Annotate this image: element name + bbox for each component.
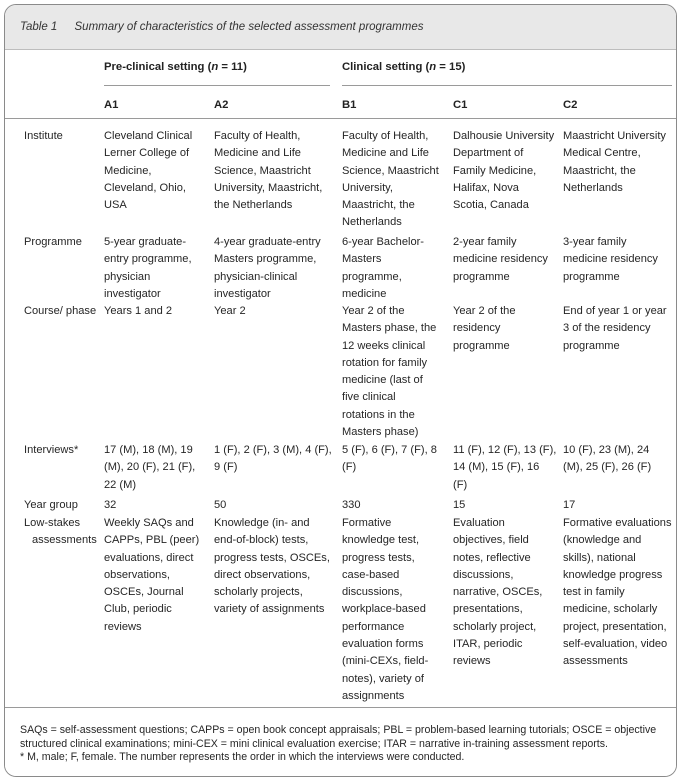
- table-frame: [4, 4, 677, 777]
- footnote-interview-codes: * M, male; F, female. The number represents the order in which the interviews were conducted.: [20, 751, 465, 763]
- cell-b1: 5 (F), 6 (F), 7 (F), 8 (F): [342, 444, 437, 474]
- row-label: Programme: [24, 236, 82, 248]
- column-header-c1: C1: [453, 99, 468, 111]
- group-underline-clinical: [342, 85, 672, 86]
- cell-a1: 5-year graduate- entry programme, physician investigator: [104, 236, 192, 300]
- caption-text: Summary of characteristics of the selected assessment programmes: [74, 21, 424, 33]
- column-header-b1: B1: [342, 99, 357, 111]
- cell-c2: 10 (F), 23 (M), 24 (M), 25 (F), 26 (F): [563, 444, 652, 474]
- header-rule: [5, 118, 676, 119]
- cell-a2: 1 (F), 2 (F), 3 (M), 4 (F), 9 (F): [214, 444, 332, 474]
- cell-a2: Knowledge (in- and end-of-block) tests, progress tests, OSCEs, direct observations, scholarly projects, variety of assignments: [214, 517, 330, 616]
- cell-b1: Faculty of Health, Medicine and Life Science, Maastricht University, Maastricht, the Netherlands: [342, 130, 439, 229]
- row-label: Institute: [24, 130, 63, 142]
- cell-c1: 11 (F), 12 (F), 13 (F), 14 (M), 15 (F), 16 (F): [453, 444, 557, 491]
- cell-a2: Faculty of Health, Medicine and Life Science, Maastricht University, Maastricht, the Netherlands: [214, 130, 323, 212]
- cell-c1: 2-year family medicine residency programme: [453, 236, 548, 283]
- caption-label: Table 1: [20, 21, 58, 33]
- cell-a1: Years 1 and 2: [104, 305, 173, 317]
- cell-c2: Formative evaluations (knowledge and skills), national knowledge progress test in family medicine, scholarly project, presentation, self-evaluation, video assessments: [563, 517, 672, 668]
- cell-a1: Cleveland Clinical Lerner College of Medicine, Cleveland, Ohio, USA: [104, 130, 193, 212]
- cell-a2: 4-year graduate-entry Masters programme, physician-clinical investigator: [214, 236, 321, 300]
- cell-c1: Evaluation objectives, field notes, reflective discussions, narrative, OSCEs, presentations, scholarly project, ITAR, periodic reviews: [453, 517, 543, 668]
- cell-c2: 3-year family medicine residency programme: [563, 236, 658, 283]
- footnote-abbreviations: SAQs = self-assessment questions; CAPPs = open book concept appraisals; PBL = problem-based learning tutorials; OSCE = objective structured clinical examinations; mini-CEX = mini clinical evaluation exercise; ITAR = narrative in-training assessment reports.: [20, 724, 657, 750]
- cell-a1: Weekly SAQs and CAPPs, PBL (peer) evaluations, direct observations, OSCEs, Journal Club, periodic reviews: [104, 517, 200, 633]
- footnotes: [5, 707, 676, 777]
- cell-b1: Formative knowledge test, progress tests, case-based discussions, workplace-based performance evaluation forms (mini-CEXs, field- notes), variety of assignments: [342, 517, 429, 702]
- cell-b1: Year 2 of the Masters phase, the 12 weeks clinical rotation for family medicine (last of five clinical rotations in the Masters phase): [342, 305, 437, 439]
- row-label: Course/ phase: [24, 305, 97, 317]
- cell-c2: Maastricht University Medical Centre, Maastricht, the Netherlands: [563, 130, 666, 194]
- group-underline-preclinical: [104, 85, 330, 86]
- cell-a1: 32: [104, 499, 117, 511]
- table-caption: [20, 21, 423, 33]
- group-header-preclinical: Pre-clinical setting (n = 11): [104, 61, 247, 73]
- row-label: Interviews*: [24, 444, 79, 456]
- cell-b1: 6-year Bachelor- Masters programme, medicine: [342, 236, 425, 300]
- column-header-c2: C2: [563, 99, 578, 111]
- cell-c1: Year 2 of the residency programme: [453, 305, 516, 352]
- cell-c1: Dalhousie University Department of Family Medicine, Halifax, Nova Scotia, Canada: [453, 130, 555, 212]
- caption-band: [5, 5, 676, 50]
- cell-a1: 17 (M), 18 (M), 19 (M), 20 (F), 21 (F), 22 (M): [104, 444, 196, 491]
- group-header-clinical: Clinical setting (n = 15): [342, 61, 466, 73]
- cell-a2: 50: [214, 499, 227, 511]
- column-header-a2: A2: [214, 99, 229, 111]
- cell-c2: End of year 1 or year 3 of the residency programme: [563, 305, 667, 352]
- row-label: Year group: [24, 499, 78, 511]
- cell-c1: 15: [453, 499, 466, 511]
- cell-b1: 330: [342, 499, 361, 511]
- cell-c2: 17: [563, 499, 576, 511]
- cell-a2: Year 2: [214, 305, 246, 317]
- column-header-a1: A1: [104, 99, 119, 111]
- row-label: Low-stakes assessments: [24, 517, 97, 547]
